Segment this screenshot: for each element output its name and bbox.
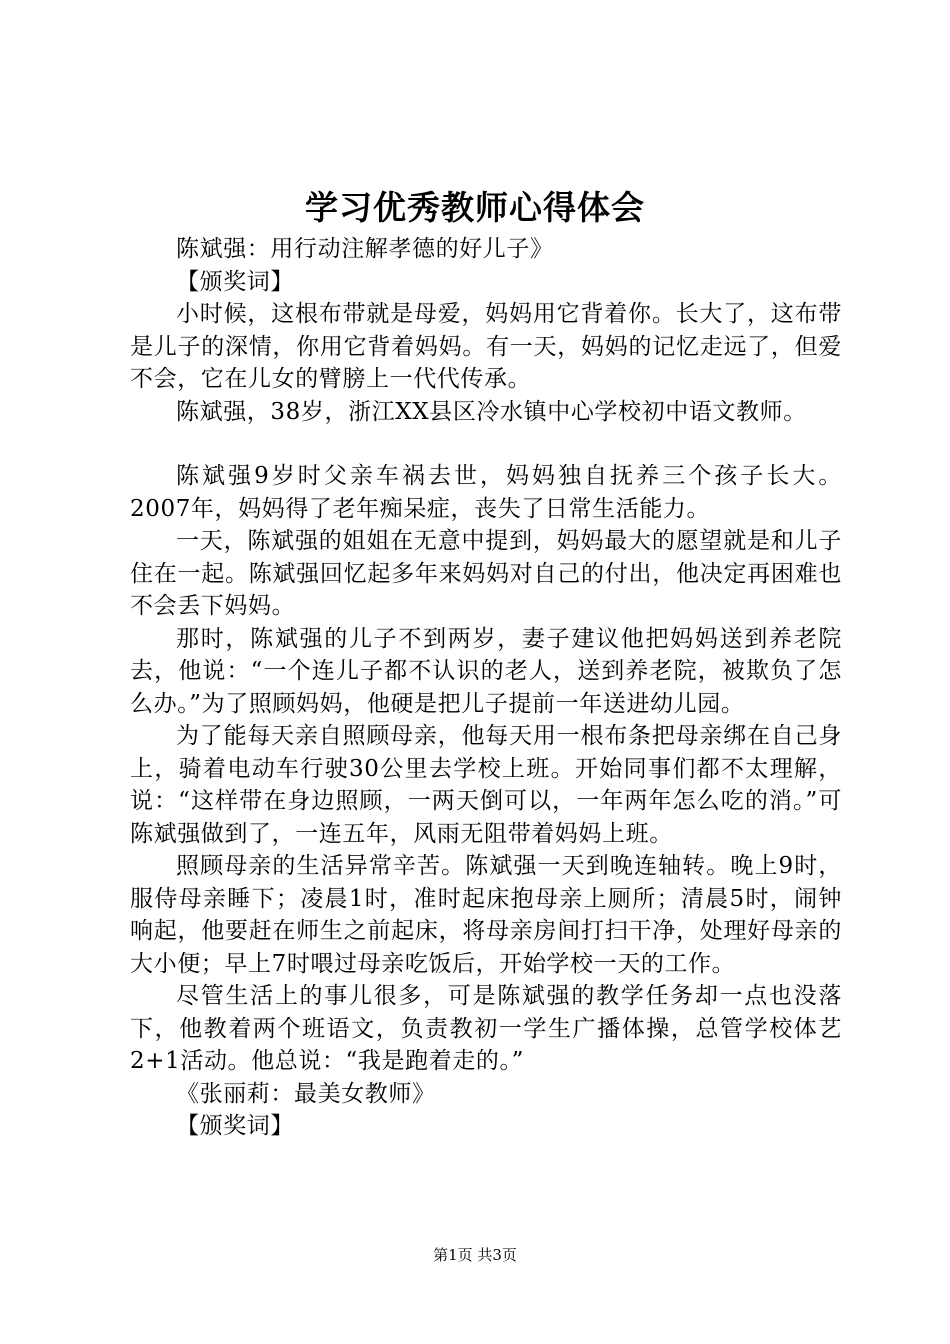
- document-title: 学习优秀教师心得体会: [305, 188, 645, 227]
- section-heading-chen: 陈斌强：用行动注解孝德的好儿子》: [176, 236, 554, 262]
- award-citation: 小时候，这根布带就是母爱，妈妈用它背着你。长大了，这布带是儿子的深情，你用它背着妈妈。有一天，妈妈的记忆走远了，但爱不会，它在儿女的臂膀上一代代传承。: [130, 301, 842, 392]
- profile-line: 陈斌强，38岁，浙江XX县区冷水镇中心学校初中语文教师。: [176, 398, 807, 425]
- section-heading-zhang: 《张丽莉：最美女教师》: [176, 1080, 436, 1107]
- award-label: 【颁奖词】: [176, 268, 294, 295]
- page-number: 第1页 共3页: [433, 1246, 517, 1264]
- document-body: [130, 233, 842, 1143]
- body-paragraph: 那时，陈斌强的儿子不到两岁，妻子建议他把妈妈送到养老院去，他说：“一个连儿子都不认识的老人，送到养老院，被欺负了怎么办。”为了照顾妈妈，他硬是把儿子提前一年送进幼儿园。: [130, 625, 842, 717]
- body-paragraph: 陈斌强9岁时父亲车祸去世，妈妈独自抚养三个孩子长大。2007年，妈妈得了老年痴呆症，丧失了日常生活能力。: [130, 463, 842, 522]
- body-paragraph: 一天，陈斌强的姐姐在无意中提到，妈妈最大的愿望就是和儿子住在一起。陈斌强回忆起多年来妈妈对自己的付出，他决定再困难也不会丢下妈妈。: [130, 528, 842, 619]
- body-paragraph: 照顾母亲的生活异常辛苦。陈斌强一天到晚连轴转。晚上9时，服侍母亲睡下；凌晨1时，准时起床抱母亲上厕所；清晨5时，闹钟响起，他要赶在师生之前起床，将母亲房间打扫干净，处理好母亲的大小便；早上7时喂过母亲吃饭后，开始学校一天的工作。: [130, 853, 842, 977]
- body-paragraph: 尽管生活上的事儿很多，可是陈斌强的教学任务却一点也没落下，他教着两个班语文，负责教初一学生广播体操，总管学校体艺2+1活动。他总说：“我是跑着走的。”: [130, 983, 842, 1074]
- award-label: 【颁奖词】: [176, 1113, 294, 1139]
- body-paragraph: 为了能每天亲自照顾母亲，他每天用一根布条把母亲绑在自己身上，骑着电动车行驶30公里去学校上班。开始同事们都不太理解，说：“这样带在身边照顾，一两天倒可以，一年两年怎么吃的消。”可陈斌强做到了，一连五年，风雨无阻带着妈妈上班。: [130, 723, 842, 847]
